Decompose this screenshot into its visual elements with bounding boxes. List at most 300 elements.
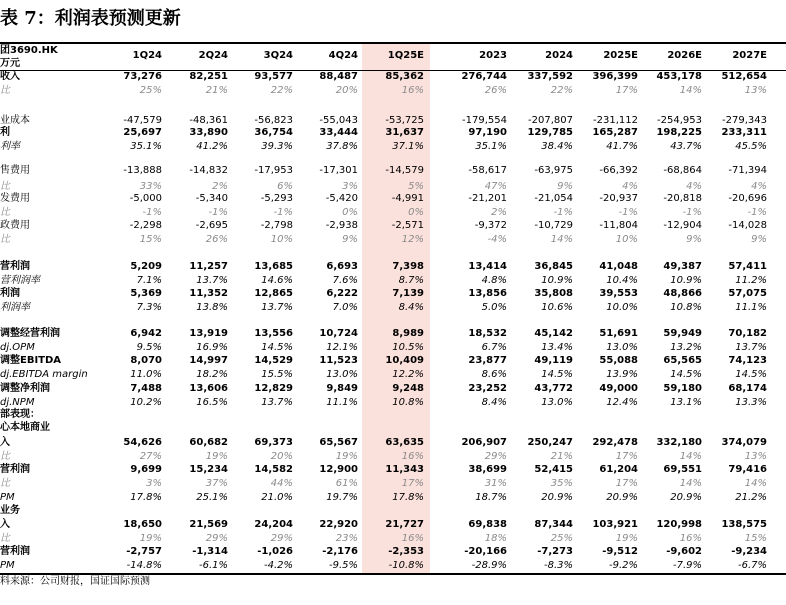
cell-value: 14% — [679, 451, 702, 462]
cell-value: -47,579 — [123, 115, 162, 126]
table-row — [0, 491, 786, 504]
row-label: dj.EBITDA margin — [0, 369, 88, 380]
cell-value: 31,637 — [385, 127, 424, 138]
cell-value: 11,343 — [385, 464, 424, 475]
cell-value: -1% — [273, 207, 293, 218]
cell-value: 14% — [744, 478, 767, 489]
cell-value: -231,112 — [593, 115, 638, 126]
cell-value: 4% — [622, 181, 638, 192]
cell-value: 7.3% — [136, 302, 162, 313]
cell-value: 103,921 — [592, 519, 638, 530]
cell-value: 13.2% — [670, 342, 702, 353]
cell-value: -1% — [682, 207, 702, 218]
cell-value: 13.8% — [196, 302, 228, 313]
row-label: 收入 — [0, 71, 20, 82]
cell-value: 2% — [491, 207, 507, 218]
cell-value: 2% — [212, 181, 228, 192]
cell-value: -1% — [142, 207, 162, 218]
cell-value: -17,301 — [319, 165, 358, 176]
cell-value: 9% — [342, 234, 358, 245]
cell-value: 13.7% — [196, 275, 228, 286]
cell-value: 13.7% — [735, 342, 767, 353]
row-label: 营利润率 — [0, 275, 40, 286]
cell-value: 9,849 — [326, 383, 358, 394]
table-row — [0, 450, 786, 463]
cell-value: 4% — [686, 181, 702, 192]
cell-value: 13% — [744, 451, 767, 462]
cell-value: -1,314 — [192, 546, 228, 557]
table-row — [0, 532, 786, 545]
cell-value: 7,488 — [130, 383, 162, 394]
cell-value: 14.5% — [735, 369, 767, 380]
cell-value: 20.9% — [606, 492, 638, 503]
row-label: 比 — [0, 451, 10, 462]
cell-value: 14,582 — [254, 464, 293, 475]
cell-value: -207,807 — [528, 115, 573, 126]
table-row — [0, 126, 786, 139]
cell-value: 82,251 — [189, 71, 228, 82]
cell-value: 54,626 — [123, 437, 162, 448]
cell-value: -56,823 — [254, 115, 293, 126]
cell-value: 17% — [615, 85, 638, 96]
cell-value: 13.0% — [606, 342, 638, 353]
row-label: 发费用 — [0, 193, 30, 204]
table-row — [0, 301, 786, 314]
cell-value: 88,487 — [319, 71, 358, 82]
cell-value: 332,180 — [656, 437, 702, 448]
cell-value: -2,757 — [126, 546, 162, 557]
cell-value: 9,699 — [130, 464, 162, 475]
cell-value: 11,352 — [189, 288, 228, 299]
table-row — [0, 84, 786, 97]
table-row — [0, 260, 786, 273]
cell-value: 3% — [342, 181, 358, 192]
cell-value: -4% — [487, 234, 507, 245]
cell-value: 49,000 — [599, 383, 638, 394]
cell-value: 0% — [342, 207, 358, 218]
cell-value: 51,691 — [599, 328, 638, 339]
cell-value: -20,696 — [728, 193, 767, 204]
cell-value: 512,654 — [721, 71, 767, 82]
cell-value: -20,166 — [464, 546, 507, 557]
cell-value: 26% — [205, 234, 228, 245]
column-header: 4Q24 — [328, 50, 358, 61]
cell-value: 10.6% — [541, 302, 573, 313]
cell-value: -5,420 — [325, 193, 358, 204]
cell-value: 11.1% — [326, 397, 358, 408]
cell-value: 206,907 — [461, 437, 507, 448]
row-label: 营利润 — [0, 546, 30, 557]
cell-value: -11,804 — [599, 220, 638, 231]
cell-value: 17% — [401, 478, 424, 489]
cell-value: 7.1% — [136, 275, 162, 286]
table-row — [0, 287, 786, 300]
cell-value: 129,785 — [527, 127, 573, 138]
cell-value: -68,864 — [663, 165, 702, 176]
cell-value: 10.8% — [392, 397, 424, 408]
cell-value: 7.0% — [332, 302, 358, 313]
cell-value: 49,119 — [534, 355, 573, 366]
table-row — [0, 327, 786, 340]
cell-value: 6% — [277, 181, 293, 192]
cell-value: 11.0% — [130, 369, 162, 380]
cell-value: 12.2% — [392, 369, 424, 380]
cell-value: -5,340 — [195, 193, 228, 204]
cell-value: -2,695 — [195, 220, 228, 231]
cell-value: -21,201 — [468, 193, 507, 204]
cell-value: -179,554 — [462, 115, 507, 126]
column-header: 1Q24 — [132, 50, 162, 61]
cell-value: 23,252 — [468, 383, 507, 394]
cell-value: 59,180 — [663, 383, 702, 394]
cell-value: 10,409 — [385, 355, 424, 366]
cell-value: -6.7% — [737, 560, 767, 571]
ticker-label: 团3690.HK — [0, 45, 58, 56]
cell-value: 9% — [751, 234, 767, 245]
section-segments: 部表现： — [0, 409, 40, 420]
cell-value: 165,287 — [592, 127, 638, 138]
column-header: 3Q24 — [263, 50, 293, 61]
cell-value: -2,298 — [129, 220, 162, 231]
row-label: 比 — [0, 85, 10, 96]
cell-value: 8.4% — [481, 397, 507, 408]
table-row — [0, 559, 786, 572]
cell-value: 31% — [484, 478, 507, 489]
cell-value: 18.2% — [196, 369, 228, 380]
cell-value: 22% — [550, 85, 573, 96]
cell-value: 29% — [270, 533, 293, 544]
column-header: 2027E — [732, 50, 767, 61]
cell-value: -2,176 — [322, 546, 358, 557]
cell-value: -20,937 — [599, 193, 638, 204]
cell-value: 35% — [550, 478, 573, 489]
cell-value: 19% — [615, 533, 638, 544]
cell-value: -7,273 — [537, 546, 573, 557]
cell-value: 5,209 — [130, 261, 162, 272]
cell-value: 26% — [484, 85, 507, 96]
cell-value: -9.2% — [608, 560, 638, 571]
cell-value: 29% — [205, 533, 228, 544]
cell-value: 12.4% — [606, 397, 638, 408]
table-row — [0, 219, 786, 232]
cell-value: 14% — [550, 234, 573, 245]
cell-value: 13,414 — [468, 261, 507, 272]
cell-value: 11,523 — [319, 355, 358, 366]
cell-value: 52,415 — [534, 464, 573, 475]
row-label: 调整EBITDA — [0, 355, 62, 366]
cell-value: 15% — [744, 533, 767, 544]
cell-value: 5.0% — [481, 302, 507, 313]
cell-value: 20.9% — [541, 492, 573, 503]
cell-value: 11.2% — [735, 275, 767, 286]
table-row — [0, 140, 786, 153]
cell-value: 396,399 — [592, 71, 638, 82]
cell-value: 45,142 — [534, 328, 573, 339]
cell-value: 41.7% — [606, 141, 638, 152]
cell-value: 10% — [615, 234, 638, 245]
cell-value: 10,724 — [319, 328, 358, 339]
cell-value: 22,920 — [319, 519, 358, 530]
cell-value: 16% — [401, 451, 424, 462]
table-row — [0, 382, 786, 395]
cell-value: 12,865 — [254, 288, 293, 299]
cell-value: -9,234 — [731, 546, 767, 557]
table-row — [0, 206, 786, 219]
column-header: 2025E — [603, 50, 638, 61]
cell-value: -5,000 — [129, 193, 162, 204]
cell-value: 7.6% — [332, 275, 358, 286]
cell-value: 87,344 — [534, 519, 573, 530]
cell-value: 60,682 — [189, 437, 228, 448]
cell-value: 39,553 — [599, 288, 638, 299]
cell-value: 33,890 — [189, 127, 228, 138]
cell-value: 10.4% — [606, 275, 638, 286]
section-core-local: 心本地商业 — [0, 422, 50, 433]
cell-value: 13% — [744, 85, 767, 96]
cell-value: 8.7% — [398, 275, 424, 286]
column-header: 2Q24 — [198, 50, 228, 61]
cell-value: 57,075 — [728, 288, 767, 299]
cell-value: -1% — [747, 207, 767, 218]
cell-value: -2,571 — [391, 220, 424, 231]
cell-value: 20.9% — [670, 492, 702, 503]
table-row — [0, 341, 786, 354]
cell-value: 15% — [139, 234, 162, 245]
table-row — [0, 545, 786, 558]
cell-value: -6.1% — [198, 560, 228, 571]
cell-value: 25.1% — [196, 492, 228, 503]
cell-value: 5,369 — [130, 288, 162, 299]
table-row — [0, 354, 786, 367]
cell-value: 48,866 — [663, 288, 702, 299]
cell-value: 250,247 — [527, 437, 573, 448]
row-label: 调整净利润 — [0, 383, 50, 394]
cell-value: 13.9% — [606, 369, 638, 380]
row-label: 调整经营利润 — [0, 328, 60, 339]
cell-value: 23% — [335, 533, 358, 544]
cell-value: 35.1% — [475, 141, 507, 152]
cell-value: 19% — [205, 451, 228, 462]
cell-value: 12.1% — [326, 342, 358, 353]
cell-value: 25,697 — [123, 127, 162, 138]
cell-value: 14.5% — [670, 369, 702, 380]
cell-value: 33% — [139, 181, 162, 192]
cell-value: 10.8% — [670, 302, 702, 313]
cell-value: 25% — [550, 533, 573, 544]
cell-value: 43.7% — [670, 141, 702, 152]
table-row — [0, 368, 786, 381]
cell-value: 12,900 — [319, 464, 358, 475]
row-label: 利润率 — [0, 302, 30, 313]
row-label: 入 — [0, 437, 10, 448]
cell-value: -4.2% — [263, 560, 293, 571]
cell-value: 74,123 — [728, 355, 767, 366]
cell-value: -9,372 — [474, 220, 507, 231]
cell-value: 14.5% — [541, 369, 573, 380]
section-new-business: 业务 — [0, 505, 20, 516]
cell-value: 8.6% — [481, 369, 507, 380]
cell-value: 93,577 — [254, 71, 293, 82]
cell-value: 10.9% — [670, 275, 702, 286]
cell-value: 16.5% — [196, 397, 228, 408]
cell-value: 47% — [484, 181, 507, 192]
row-label: 利 — [0, 127, 10, 138]
row-label: 比 — [0, 181, 10, 192]
cell-value: 21,727 — [385, 519, 424, 530]
cell-value: 6,222 — [326, 288, 358, 299]
cell-value: 15,234 — [189, 464, 228, 475]
cell-value: -21,054 — [534, 193, 573, 204]
cell-value: 37.1% — [392, 141, 424, 152]
cell-value: 38,699 — [468, 464, 507, 475]
table-row — [0, 463, 786, 476]
cell-value: 97,190 — [468, 127, 507, 138]
row-label: 业成本 — [0, 115, 30, 126]
cell-value: 16% — [401, 533, 424, 544]
cell-value: 14% — [679, 85, 702, 96]
cell-value: 85,362 — [385, 71, 424, 82]
cell-value: 68,174 — [728, 383, 767, 394]
cell-value: 69,838 — [468, 519, 507, 530]
cell-value: 69,551 — [663, 464, 702, 475]
cell-value: -10,729 — [534, 220, 573, 231]
cell-value: 9% — [557, 181, 573, 192]
table-row — [0, 518, 786, 531]
table-row — [0, 436, 786, 449]
row-label: 利率 — [0, 141, 20, 152]
cell-value: 61,204 — [599, 464, 638, 475]
cell-value: 45.5% — [735, 141, 767, 152]
cell-value: -2,353 — [388, 546, 424, 557]
cell-value: -1% — [208, 207, 228, 218]
cell-value: 13.3% — [735, 397, 767, 408]
cell-value: -9,602 — [666, 546, 702, 557]
cell-value: 9,248 — [392, 383, 424, 394]
cell-value: -14.8% — [126, 560, 162, 571]
row-label: 比 — [0, 234, 10, 245]
cell-value: 55,088 — [599, 355, 638, 366]
cell-value: 27% — [139, 451, 162, 462]
table-row — [0, 477, 786, 490]
cell-value: 25% — [139, 85, 162, 96]
cell-value: -66,392 — [599, 165, 638, 176]
cell-value: 8,070 — [130, 355, 162, 366]
cell-value: 138,575 — [721, 519, 767, 530]
row-label: 政费用 — [0, 220, 30, 231]
cell-value: 44% — [270, 478, 293, 489]
cell-value: -1,026 — [257, 546, 293, 557]
cell-value: 10.5% — [392, 342, 424, 353]
cell-value: 17% — [615, 478, 638, 489]
cell-value: 7,139 — [392, 288, 424, 299]
cell-value: 19% — [139, 533, 162, 544]
cell-value: 13.4% — [541, 342, 573, 353]
cell-value: -1% — [618, 207, 638, 218]
cell-value: 21% — [550, 451, 573, 462]
cell-value: 13.7% — [261, 397, 293, 408]
row-label: 比 — [0, 533, 10, 544]
column-header: 2024 — [545, 50, 573, 61]
column-header: 2023 — [479, 50, 507, 61]
cell-value: 198,225 — [656, 127, 702, 138]
cell-value: 37.8% — [326, 141, 358, 152]
cell-value: 18.7% — [475, 492, 507, 503]
table-row — [0, 274, 786, 287]
cell-value: 15.5% — [261, 369, 293, 380]
cell-value: -9,512 — [602, 546, 638, 557]
cell-value: 13.1% — [670, 397, 702, 408]
cell-value: 9.5% — [136, 342, 162, 353]
cell-value: 14.5% — [261, 342, 293, 353]
cell-value: 14,997 — [189, 355, 228, 366]
cell-value: 65,565 — [663, 355, 702, 366]
cell-value: 14.6% — [261, 275, 293, 286]
cell-value: 49,387 — [663, 261, 702, 272]
cell-value: 6,942 — [130, 328, 162, 339]
cell-value: 16% — [679, 533, 702, 544]
row-label: 营利润 — [0, 261, 30, 272]
cell-value: 43,772 — [534, 383, 573, 394]
cell-value: 13,856 — [468, 288, 507, 299]
cell-value: -14,579 — [385, 165, 424, 176]
cell-value: 21% — [205, 85, 228, 96]
cell-value: 13,606 — [189, 383, 228, 394]
cell-value: 17.8% — [130, 492, 162, 503]
cell-value: 21.0% — [261, 492, 293, 503]
cell-value: 13,685 — [254, 261, 293, 272]
cell-value: 70,182 — [728, 328, 767, 339]
cell-value: -12,904 — [663, 220, 702, 231]
cell-value: 6.7% — [481, 342, 507, 353]
cell-value: 337,592 — [527, 71, 573, 82]
cell-value: 57,411 — [728, 261, 767, 272]
cell-value: 13,919 — [189, 328, 228, 339]
cell-value: -1% — [553, 207, 573, 218]
cell-value: 14,529 — [254, 355, 293, 366]
cell-value: 8.4% — [398, 302, 424, 313]
cell-value: 59,949 — [663, 328, 702, 339]
cell-value: -2,798 — [260, 220, 293, 231]
cell-value: 24,204 — [254, 519, 293, 530]
table-row — [0, 70, 786, 83]
table-row — [0, 233, 786, 246]
cell-value: 29% — [484, 451, 507, 462]
cell-value: 39.3% — [261, 141, 293, 152]
cell-value: 73,276 — [123, 71, 162, 82]
cell-value: -279,343 — [722, 115, 767, 126]
cell-value: 9% — [686, 234, 702, 245]
table-row — [0, 192, 786, 205]
cell-value: -2,938 — [325, 220, 358, 231]
cell-value: 35,808 — [534, 288, 573, 299]
cell-value: -13,888 — [123, 165, 162, 176]
cell-value: 41,048 — [599, 261, 638, 272]
cell-value: 16% — [401, 85, 424, 96]
cell-value: 20% — [335, 85, 358, 96]
row-label: 营利润 — [0, 464, 30, 475]
cell-value: 22% — [270, 85, 293, 96]
cell-value: 276,744 — [461, 71, 507, 82]
top-rule — [0, 42, 786, 44]
cell-value: 36,845 — [534, 261, 573, 272]
cell-value: 61% — [335, 478, 358, 489]
cell-value: -20,818 — [663, 193, 702, 204]
cell-value: 12% — [401, 234, 424, 245]
cell-value: 11.1% — [735, 302, 767, 313]
cell-value: -53,725 — [385, 115, 424, 126]
cell-value: 12,829 — [254, 383, 293, 394]
cell-value: -63,975 — [534, 165, 573, 176]
